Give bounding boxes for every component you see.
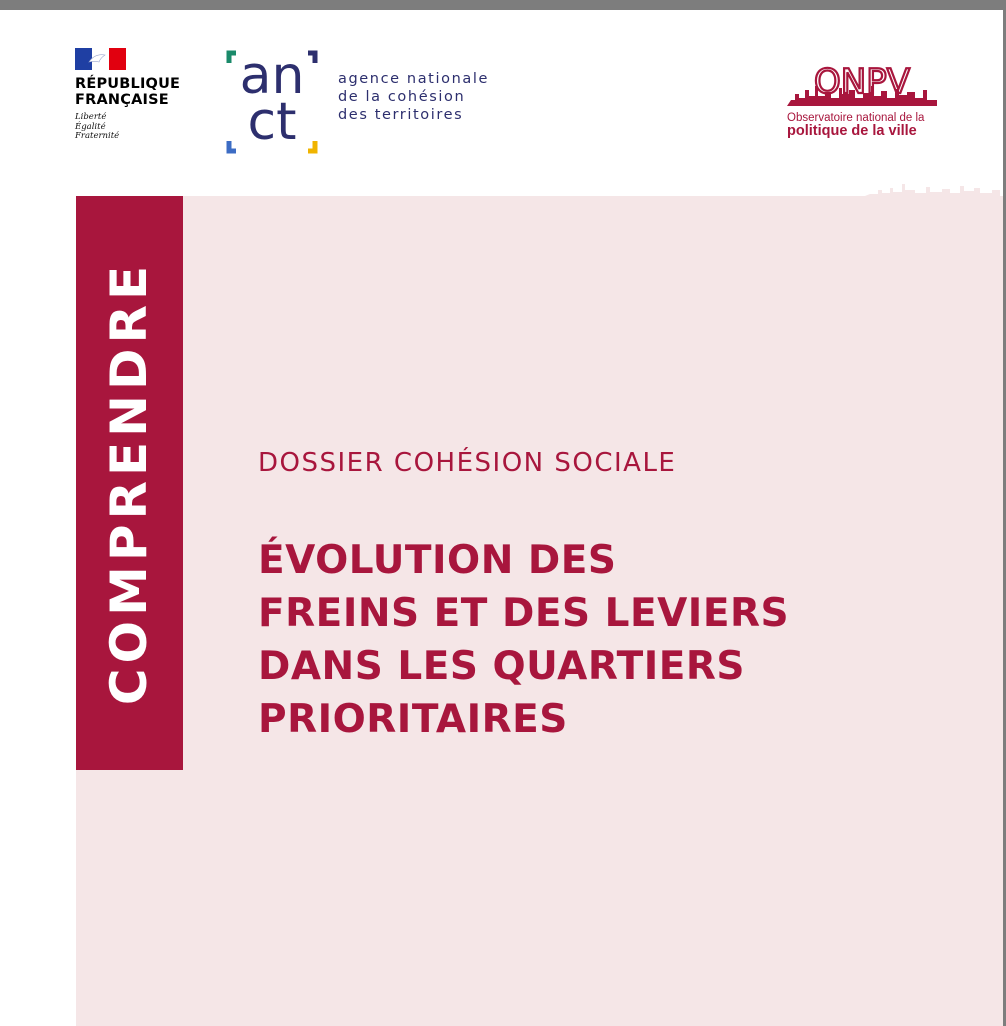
comprendre-band: [76, 196, 183, 770]
band-label: COMPRENDRE: [100, 260, 158, 706]
anct-name-line3: des territoires: [338, 107, 464, 123]
anct-logo-an: an: [239, 47, 305, 106]
cover-title: [258, 534, 938, 746]
skyline-decoration-icon: [860, 178, 1000, 198]
republique-francaise-logo: [75, 48, 215, 142]
anct-logo-ct: ct: [247, 92, 297, 152]
motto-egalite: Égalité: [75, 121, 106, 132]
dossier-kicker: DOSSIER COHÉSION SOCIALE: [258, 448, 677, 478]
title-line-4: PRIORITAIRES: [258, 697, 568, 742]
onpv-acronym: ONPV: [814, 62, 910, 102]
onpv-name-line1: Observatoire national de la: [787, 112, 925, 124]
onpv-skyline-icon: [787, 60, 937, 110]
window-top-border: [0, 0, 1006, 10]
title-line-1: ÉVOLUTION DES: [258, 538, 617, 583]
motto-fraternite: Fraternité: [75, 131, 120, 141]
republique-motto: [75, 113, 215, 142]
onpv-logo: [787, 60, 937, 139]
marianne-flag-icon: [75, 48, 126, 70]
title-line-2: FREINS ET DES LEVIERS: [258, 591, 790, 636]
onpv-name-line2: politique de la ville: [787, 123, 917, 139]
anct-name-line1: agence nationale: [338, 71, 489, 87]
anct-logo: [226, 47, 318, 157]
republique-name-line2: FRANÇAISE: [75, 92, 169, 108]
anct-name: [338, 70, 489, 124]
title-line-3: DANS LES QUARTIERS: [258, 644, 745, 689]
motto-liberte: Liberté: [75, 112, 107, 122]
republique-name-line1: RÉPUBLIQUE: [75, 76, 181, 92]
anct-name-line2: de la cohésion: [338, 89, 466, 105]
